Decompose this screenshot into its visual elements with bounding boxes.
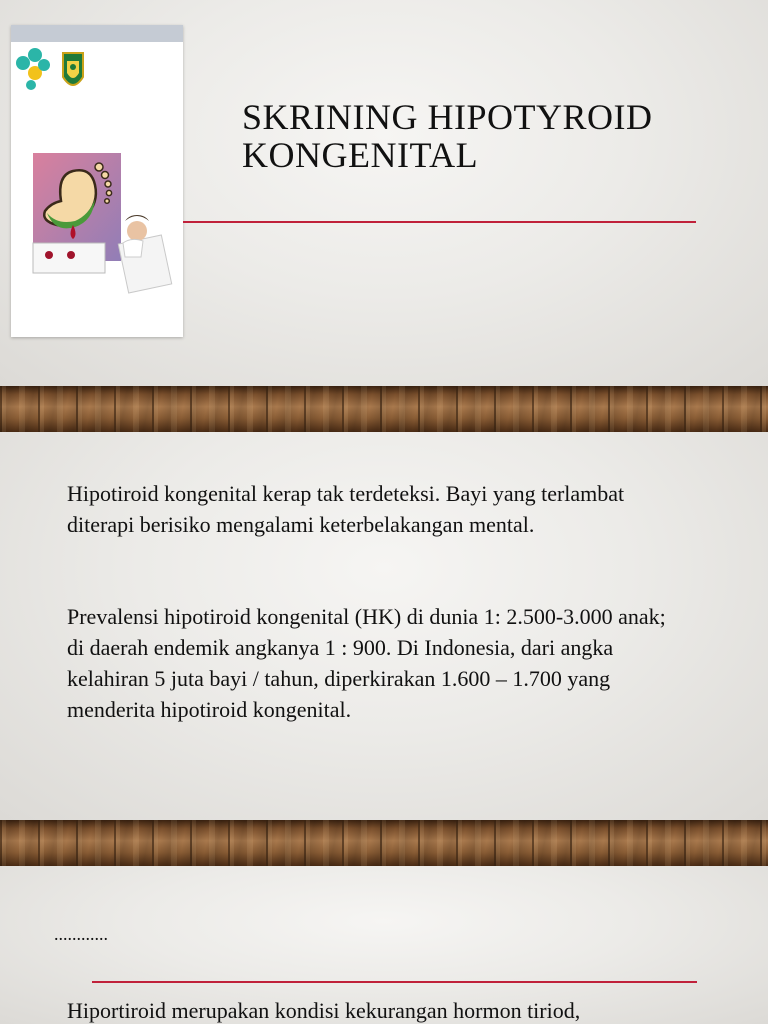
paragraph-intro: Hipotiroid kongenital kerap tak terdeteksi. Bayi yang terlambat diterapi berisiko mengalami keterbelakangan mental. [67, 481, 625, 537]
slide-title [242, 98, 722, 174]
slide-heading-placeholder: ............ [54, 924, 108, 944]
title-line-1: SKRINING HIPOTYROID [242, 97, 653, 137]
illustration-artwork [11, 25, 183, 337]
title-line-2: KONGENITAL [242, 135, 479, 175]
blood-spot [45, 251, 53, 259]
heading-underline [92, 981, 697, 983]
paragraph-definition: Hiportiroid merupakan kondisi kekurangan hormon tiriod, [67, 998, 581, 1023]
paragraph-prevalence: Prevalensi hipotiroid kongenital (HK) di dunia 1: 2.500-3.000 anak; di daerah endemik angkanya 1 : 900. Di Indonesia, dari angka kelahiran 5 juta bayi / tahun, diperkirakan 1.600 – 1.700 yang menderita hipotiroid kongenital. [67, 604, 666, 722]
screening-illustration [11, 25, 183, 337]
wood-divider [0, 386, 768, 432]
blood-spot [67, 251, 75, 259]
baby-icon [118, 215, 171, 293]
province-seal-logo [63, 53, 83, 85]
health-ministry-logo [16, 48, 50, 90]
wood-divider [0, 820, 768, 866]
title-underline [183, 221, 696, 223]
